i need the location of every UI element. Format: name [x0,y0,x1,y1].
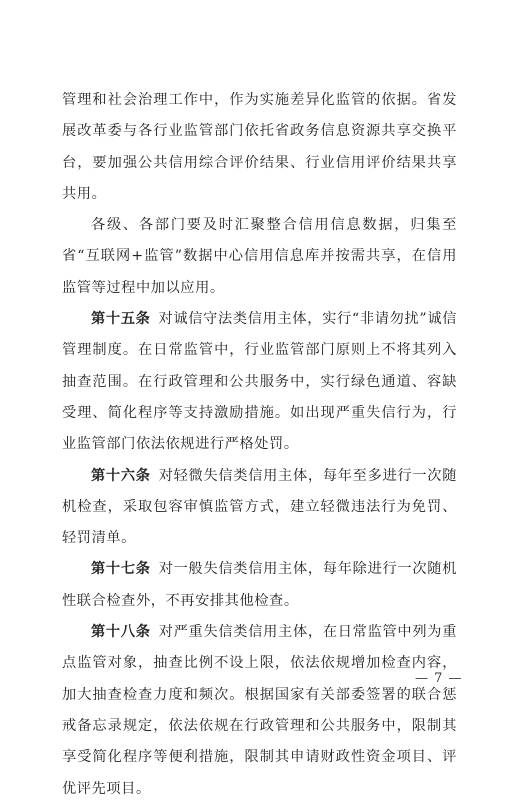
paragraph-continuation [62,85,457,210]
paragraph-text: 各级、各部门要及时汇聚整合信用信息数据，归集至省“互联网+监管”数据中心信用信息库并按需共享，在信用监管等过程中加以应用。 [62,217,457,296]
document-body [62,85,457,805]
article-number: 第十五条 [91,311,151,328]
paragraph-text: 管理和社会治理工作中，作为实施差异化监管的依据。省发展改革委与各行业监管部门依托省政务信息资源共享交换平台，要加强公共信用综合评价结果、行业信用评价结果共享共用。 [62,92,457,202]
article-number: 第十六条 [91,467,151,484]
article-text: 对严重失信类信用主体，在日常监管中列为重点监管对象，抽查比例不设上限，依法依规增加检查内容，加大抽查检查力度和频次。根据国家有关部委签署的联合惩戒备忘录规定，依法依规在行政管理和公共服务中，限制其享受简化程序等便利措施，限制其申请财政性资金项目、评优评先项目。 [62,624,457,797]
page-number: — 7 — [415,671,463,686]
article-text: 对诚信守法类信用主体，实行“非请勿扰”诚信管理制度。在日常监管中，行业监管部门原则上不将其列入抽查范围。在行政管理和公共服务中，实行绿色通道、容缺受理、简化程序等支持激励措施。如出现严重失信行为，行业监管部门依法依规进行严格处罚。 [62,311,457,453]
article-text: 对一般失信类信用主体，每年除进行一次随机性联合检查外，不再安排其他检查。 [62,561,457,609]
article-number: 第十八条 [91,624,151,641]
article-17 [62,554,457,617]
article-15 [62,304,457,460]
article-18 [62,617,457,805]
paragraph-data-aggregation [62,210,457,304]
article-text: 对轻微失信类信用主体，每年至多进行一次随机检查，采取包容审慎监管方式，建立轻微违法行为免罚、轻罚清单。 [62,467,457,547]
article-16 [62,461,457,555]
article-number: 第十七条 [91,561,151,578]
